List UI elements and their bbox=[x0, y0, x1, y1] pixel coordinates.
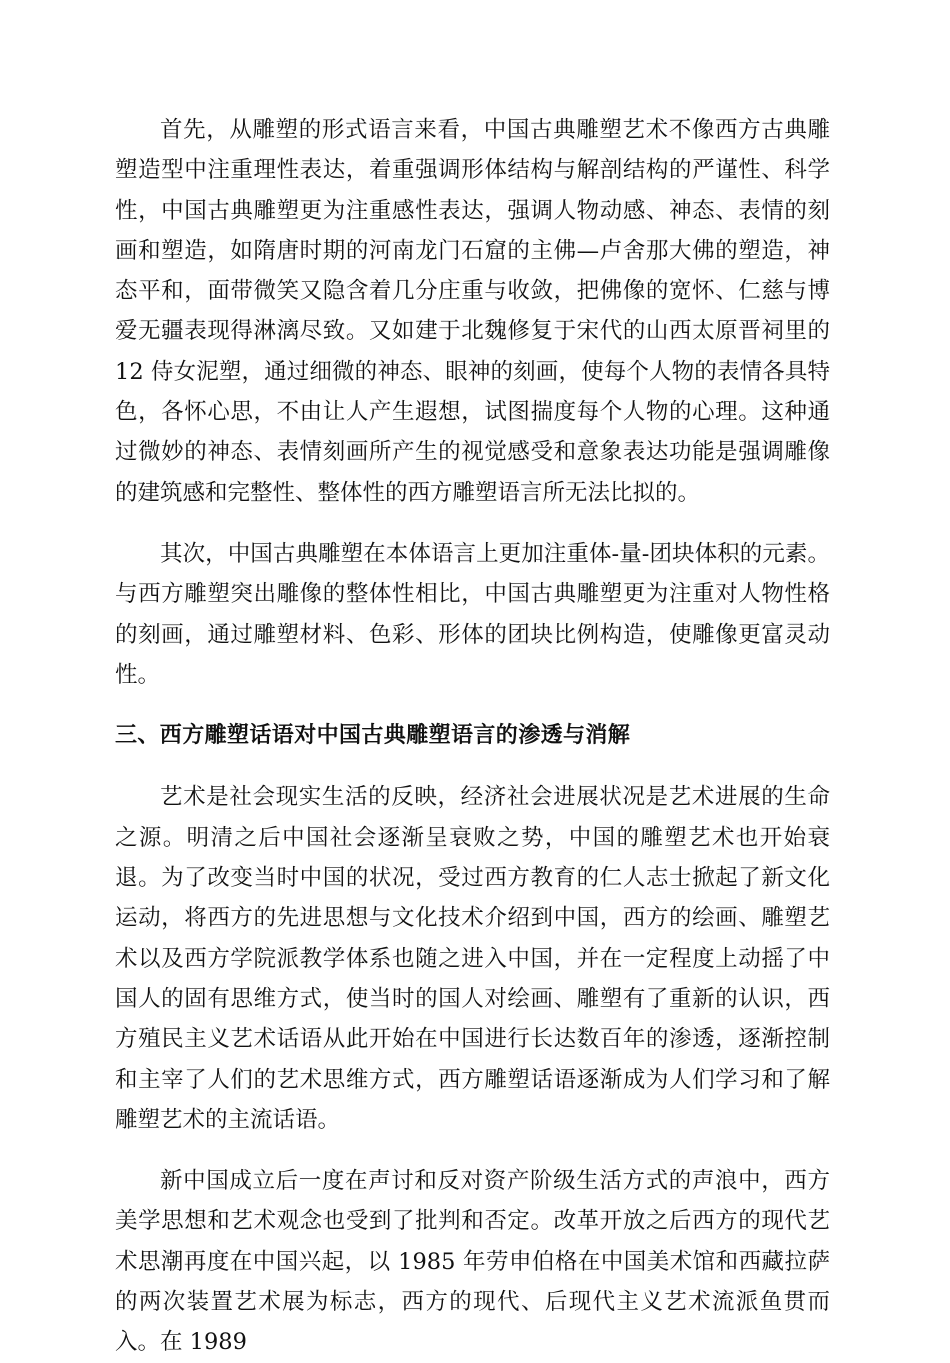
document-body bbox=[115, 110, 830, 1363]
paragraph-new-china: 新中国成立后一度在声讨和反对资产阶级生活方式的声浪中，西方美学思想和艺术观念也受到了批判和否定。改革开放之后西方的现代艺术思潮再度在中国兴起，以 1985 年劳申伯格在中国美术馆和西藏拉萨的两次装置艺术展为标志，西方的现代、后现代主义艺术流派鱼贯而入。在 1989 bbox=[115, 1168, 830, 1356]
section-heading: 三、西方雕塑话语对中国古典雕塑语言的渗透与消解 bbox=[115, 723, 631, 749]
paragraph-form-language: 首先，从雕塑的形式语言来看，中国古典雕塑艺术不像西方古典雕塑造型中注重理性表达，着重强调形体结构与解剖结构的严谨性、科学性，中国古典雕塑更为注重感性表达，强调人物动感、神态、表情的刻画和塑造，如隋唐时期的河南龙门石窟的主佛—卢舍那大佛的塑造，神态平和，面带微笑又隐含着几分庄重与收敛，把佛像的宽怀、仁慈与博爱无疆表现得淋漓尽致。又如建于北魏修复于宋代的山西太原晋祠里的 12 侍女泥塑，通过细微的神态、眼神的刻画，使每个人物的表情各具特色，各怀心思，不由让人产生遐想，试图揣度每个人物的心理。这种通过微妙的神态、表情刻画所产生的视觉感受和意象表达功能是强调雕像的建筑感和完整性、整体性的西方雕塑语言所无法比拟的。 bbox=[115, 117, 830, 506]
paragraph-art-reflection: 艺术是社会现实生活的反映，经济社会进展状况是艺术进展的生命之源。明清之后中国社会逐渐呈衰败之势，中国的雕塑艺术也开始衰退。为了改变当时中国的状况，受过西方教育的仁人志士掀起了新文化运动，将西方的先进思想与文化技术介绍到中国，西方的绘画、雕塑艺术以及西方学院派教学体系也随之进入中国，并在一定程度上动摇了中国人的固有思维方式，使当时的国人对绘画、雕塑有了重新的认识，西方殖民主义艺术话语从此开始在中国进行长达数百年的渗透，逐渐控制和主宰了人们的艺术思维方式，西方雕塑话语逐渐成为人们学习和了解雕塑艺术的主流话语。 bbox=[115, 784, 830, 1133]
paragraph-ontology-language: 其次，中国古典雕塑在本体语言上更加注重体-量-团块体积的元素。与西方雕塑突出雕像的整体性相比，中国古典雕塑更为注重对人物性格的刻画，通过雕塑材料、色彩、形体的团块比例构造，使雕像更富灵动性。 bbox=[115, 540, 830, 688]
